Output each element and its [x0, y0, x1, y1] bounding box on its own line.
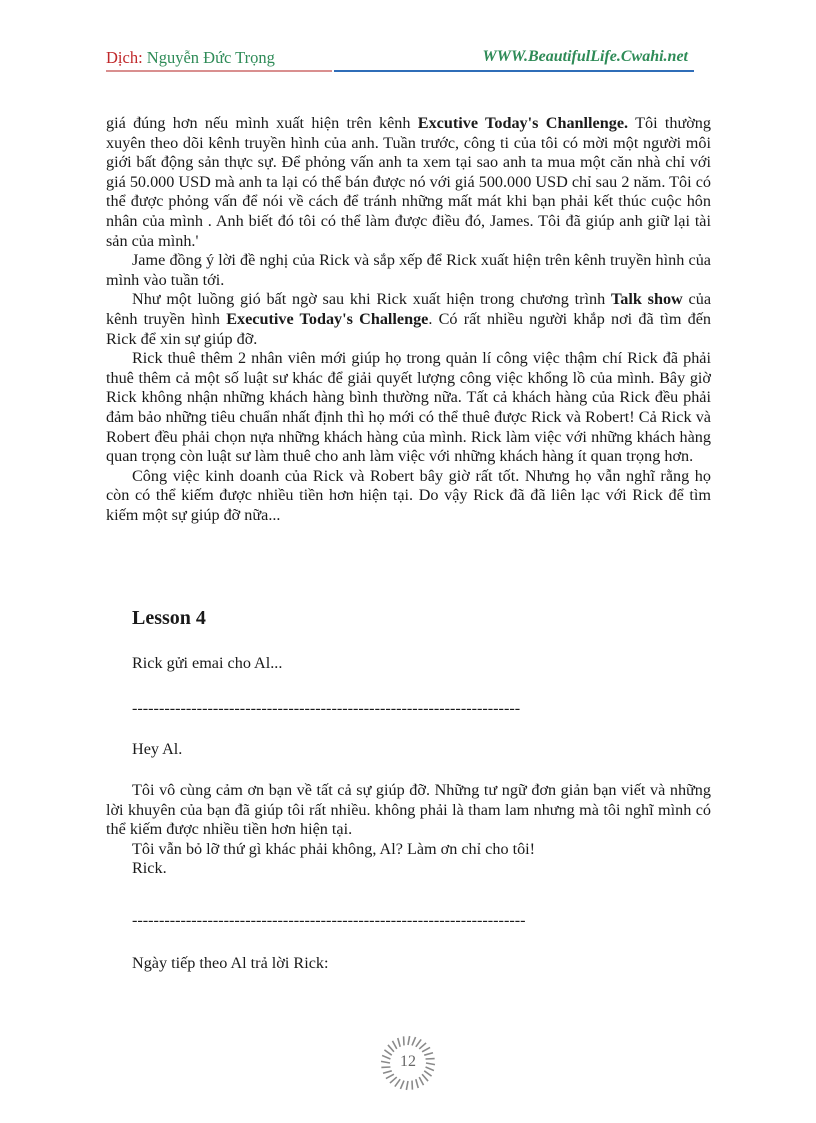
paragraph-5: Công việc kinh doanh của Rick và Robert bây giờ rất tốt. Nhưng họ vẫn nghĩ rằng họ còn có thể kiếm được nhiều tiền hơn hiện tại. Do vậy Rick đã đã liên lạc với Rick để tìm kiếm một sự giúp đỡ nữa...: [106, 466, 711, 524]
sunburst-ray: [400, 1081, 404, 1089]
sunburst-ray: [416, 1079, 418, 1088]
reply-intro: Ngày tiếp theo Al trả lời Rick:: [132, 954, 329, 972]
header-rule-left: [106, 70, 332, 72]
page-number: 12: [400, 1053, 416, 1070]
email-greeting: Hey Al.: [132, 740, 183, 758]
sunburst-ray: [419, 1077, 423, 1085]
translator-credit: [106, 48, 275, 68]
body-text: [106, 114, 711, 525]
page-number-badge: [372, 1027, 444, 1099]
header-website-link[interactable]: WWW.BeautifulLife.Cwahi.net: [482, 48, 688, 65]
sunburst-ray: [386, 1074, 394, 1078]
divider-line-2: -------------------------------------------------------------------------: [132, 911, 526, 929]
sunburst-ray: [408, 1036, 410, 1045]
sunburst-ray: [416, 1039, 421, 1046]
page-header: [106, 48, 694, 74]
email-signature: Rick.: [132, 859, 167, 878]
translator-label: Dịch:: [106, 48, 143, 67]
email-paragraph-1: Tôi vô cùng cảm ơn bạn về tất cả sự giúp đỡ. Những tư ngữ đơn giản bạn viết và những lời khuyên của bạn đã giúp tôi rất nhiều. không phải là tham lam nhưng mà tôi nghĩ mình có thể kiếm được nhiều tiền hơn hiện tại.: [106, 781, 711, 839]
channel-name-bold: Executive Today's Challenge: [226, 309, 429, 328]
divider-line-1: ------------------------------------------------------------------------: [132, 699, 521, 717]
sunburst-ray: [412, 1037, 416, 1045]
paragraph-2: Jame đồng ý lời đề nghị của Rick và sắp xếp để Rick xuất hiện trên kênh truyền hình của mình vào tuần tới.: [106, 251, 711, 289]
header-rule-right: [334, 70, 694, 72]
show-name-bold: Excutive Today's Chanllenge.: [417, 114, 629, 132]
sunburst-ray: [419, 1043, 426, 1049]
lesson-heading: Lesson 4: [132, 607, 206, 629]
sunburst-ray: [395, 1079, 400, 1086]
email-body: [106, 781, 711, 879]
sunburst-ray: [383, 1071, 392, 1073]
sunburst-ray: [424, 1071, 431, 1076]
sunburst-ray: [392, 1041, 396, 1049]
sunburst-ray: [388, 1045, 394, 1052]
paragraph-3: Như một luồng gió bất ngờ sau khi Rick xuất hiện trong chương trình Talk show của kênh truyền hình Executive Today's Challenge. Có rất nhiều người khắp nơi đã tìm đến Rick để xin sự giúp đỡ.: [106, 290, 712, 348]
paragraph-1: giá đúng hơn nếu mình xuất hiện trên kênh Excutive Today's Chanllenge. Tôi thường xuyên theo dõi kênh truyền hình của anh. Tuần trước, công ti của tôi có mời một người môi giới bất động sản thực sự. Để phỏng vấn anh ta xem tại sao anh ta mua một căn nhà chỉ với giá 50.000 USD mà anh ta lại có thể bán được nó với giá 500.000 USD chỉ sau 2 năm. Tôi có thể được phỏng vấn để nói về cách để tránh những mất mát khi bạn phải kết thúc cuộc hôn nhân của mình . Anh biết đó tôi có thể làm được điều đó, James. Tôi đã giúp anh giữ lại tài sản của mình.': [106, 114, 711, 250]
sunburst-ray: [422, 1047, 430, 1051]
email-paragraph-2: Tôi vẫn bỏ lỡ thứ gì khác phải không, Al? Làm ơn chỉ cho tôi!: [132, 839, 536, 858]
sunburst-ray: [406, 1081, 408, 1090]
translator-name: Nguyễn Đức Trọng: [146, 48, 275, 67]
sunburst-ray: [422, 1074, 428, 1081]
sunburst-ray: [390, 1077, 397, 1083]
sunburst-ray: [398, 1038, 400, 1047]
lesson-intro: Rick gửi emai cho Al...: [132, 654, 283, 672]
talk-show-bold: Talk show: [610, 290, 683, 309]
paragraph-4: Rick thuê thêm 2 nhân viên mới giúp họ trong quản lí công việc thậm chí Rick đã phải thuê thêm cả một số luật sư khác để giải quyết lượng công việc khổng lồ của mình. Bây giờ Rick không nhận những khách hàng bình thường nữa. Tất cả khách hàng của Rick đều phải đảm bảo những tiêu chuẩn nhất định thì họ mới có thể thuê được Rick và Robert! Cả Rick và Robert đều phải chọn nựa những khách hàng của mình. Rick làm việc với những khách hàng quan trọng còn luật sư làm thuê cho anh làm việc với những khách hàng ít quan trọng hơn.: [106, 349, 711, 466]
